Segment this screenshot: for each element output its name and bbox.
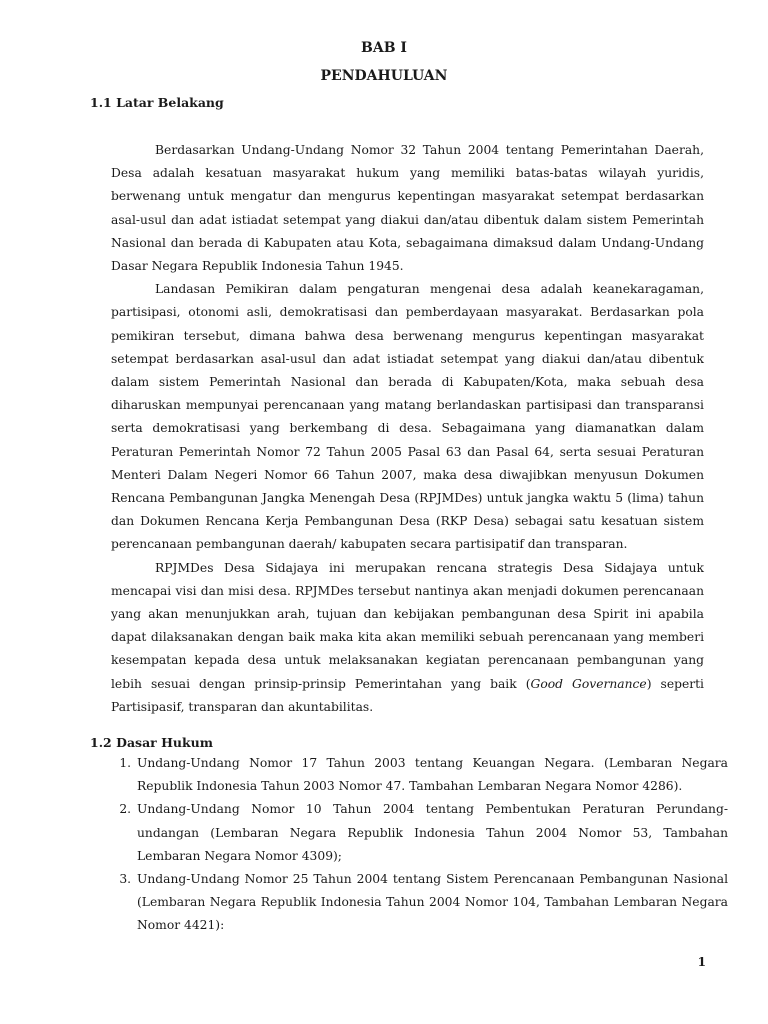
- section-body-latar-belakang: [111, 139, 704, 719]
- chapter-title: PENDAHULUAN: [320, 68, 448, 84]
- paragraph: Landasan Pemikiran dalam pengaturan mengenai desa adalah keanekaragaman, partisipasi, otonomi asli, demokratisasi dan pemberdayaan masyarakat. Berdasarkan pola pemikiran tersebut, dimana bahwa desa berwenang mengurus kepentingan masyarakat setempat berdasarkan asal-usul dan adat istiadat setempat yang diakui dan/atau dibentuk dalam sistem Pemerintah Nasional dan berada di Kabupaten/Kota, maka sebuah desa diharuskan mempunyai perencanaan yang matang berlandaskan partisipasi dan transparansi serta demokratisasi yang berkembang di desa. Sebagaimana yang diamanatkan dalam Peraturan Pemerintah Nomor 72 Tahun 2005 Pasal 63 dan Pasal 64, serta sesuai Peraturan Menteri Dalam Negeri Nomor 66 Tahun 2007, maka desa diwajibkan menyusun Dokumen Rencana Pembangunan Jangka Menengah Desa (RPJMDes) untuk jangka waktu 5 (lima) tahun dan Dokumen Rencana Kerja Pembangunan Desa (RKP Desa) sebagai satu kesatuan sistem perencanaan pembangunan daerah/ kabupaten secara partisipatif dan transparan.: [111, 282, 704, 552]
- page-number: 1: [697, 955, 706, 969]
- paragraph-text: ) seperti Partisipasif, transparan dan akuntabilitas.: [111, 676, 704, 714]
- list-item: 2. Undang-Undang Nomor 10 Tahun 2004 tentang Pembentukan Peraturan Perundang-undangan (Lembaran Negara Republik Indonesia Tahun 2004 Nomor 53, Tambahan Lembaran Negara Nomor 4309);: [135, 798, 728, 868]
- chapter-number: BAB I: [361, 40, 407, 56]
- list-item: 1. Undang-Undang Nomor 17 Tahun 2003 tentang Keuangan Negara. (Lembaran Negara Republik Indonesia Tahun 2003 Nomor 47. Tambahan Lembaran Negara Nomor 4286).: [135, 752, 728, 798]
- paragraph: Berdasarkan Undang-Undang Nomor 32 Tahun 2004 tentang Pemerintahan Daerah, Desa adalah kesatuan masyarakat hukum yang memiliki batas-batas wilayah yuridis, berwenang untuk mengatur dan mengurus kepentingan masyarakat setempat berdasarkan asal-usul dan adat istiadat setempat yang diakui dan/atau dibentuk dalam sistem Pemerintah Nasional dan berada di Kabupaten atau Kota, sebagaimana dimaksud dalam Undang-Undang Dasar Negara Republik Indonesia Tahun 1945.: [111, 143, 704, 274]
- legal-basis-list: [111, 752, 728, 938]
- section-heading-dasar-hukum: 1.2 Dasar Hukum: [90, 735, 213, 750]
- section-heading-latar-belakang: 1.1 Latar Belakang: [90, 95, 224, 110]
- list-item: 3. Undang-Undang Nomor 25 Tahun 2004 tentang Sistem Perencanaan Pembangunan Nasional (Lembaran Negara Republik Indonesia Tahun 2004 Nomor 104, Tambahan Lembaran Negara Nomor 4421):: [135, 868, 728, 938]
- paragraph-text: RPJMDes Desa Sidajaya ini merupakan rencana strategis Desa Sidajaya untuk mencapai visi dan misi desa. RPJMDes tersebut nantinya akan menjadi dokumen perencanaan yang akan menunjukkan arah, tujuan dan kebijakan pembangunan desa Spirit ini apabila dapat dilaksanakan dengan baik maka kita akan memiliki sebuah perencanaan yang memberi kesempatan kepada desa untuk melaksanakan kegiatan perencanaan pembangunan yang lebih sesuai dengan prinsip-prinsip Pemerintahan yang baik (: [111, 560, 704, 691]
- emphasis-good-governance: Good Governance: [530, 676, 647, 691]
- paragraph: [111, 557, 704, 719]
